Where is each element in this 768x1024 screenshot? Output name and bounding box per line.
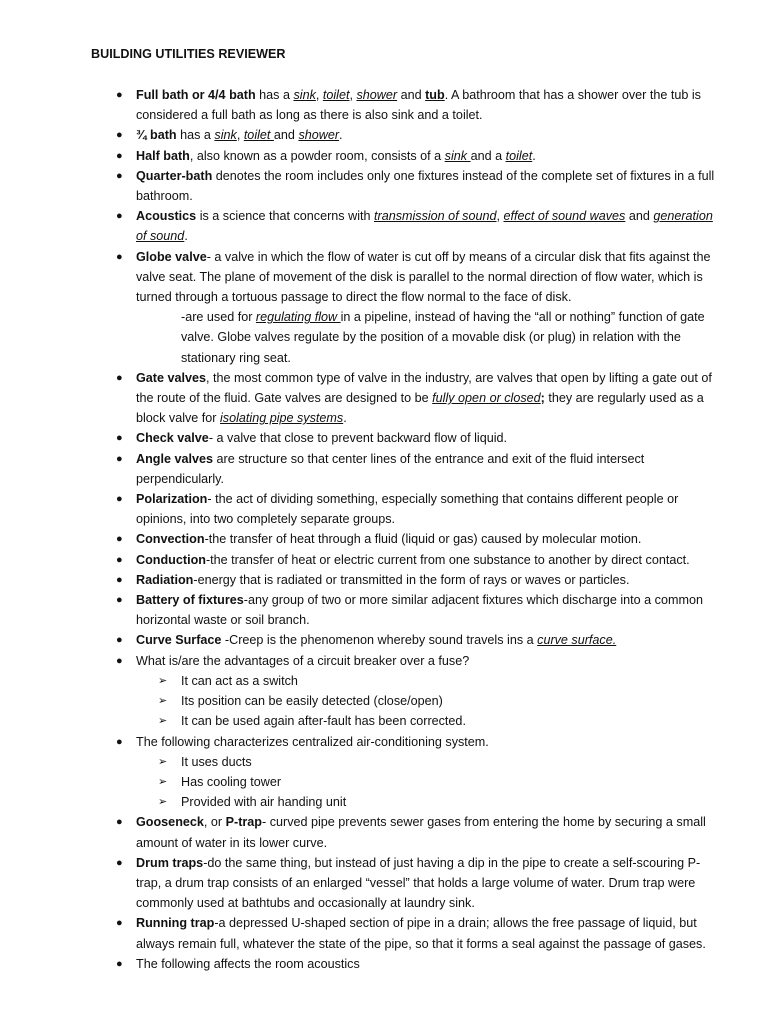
body-text: , (315, 88, 323, 102)
term-label: Check valve (136, 431, 209, 446)
term-label: ¾ bath (136, 128, 177, 143)
body-text: Its position can be easily detected (close/open) (181, 694, 443, 709)
body-text: -the transfer of heat or electric current from one substance to another by direct contact. (205, 552, 690, 567)
emphasized-text: sink (444, 148, 471, 163)
body-text: Provided with air handing unit (181, 795, 347, 810)
body-text: , also known as a powder room, consists of a (189, 148, 445, 163)
emphasized-text: shower (298, 128, 340, 143)
bullet-icon: ● (116, 594, 123, 607)
list-item (0, 449, 768, 489)
body-text: What is/are the advantages of a circuit breaker over a fuse? (136, 653, 470, 668)
bullet-icon: ● (116, 371, 123, 384)
list-item (0, 570, 768, 590)
sub-list-item (0, 671, 768, 691)
emphasized-text: transmission of sound (374, 209, 497, 224)
emphasized-text: isolating pipe systems (220, 411, 344, 426)
body-text: , (496, 209, 504, 224)
list-item-continuation (0, 307, 768, 368)
body-text: -energy that is radiated or transmitted in the form of rays or waves or particles. (193, 572, 630, 587)
list-item (0, 125, 768, 145)
body-text: and a (470, 148, 506, 163)
body-text: -a depressed U-shaped section of pipe in a drain; allows the free passage of liquid, but always remain full, whatever the state of the pipe, so that it forms a seal against the passage of gases. (136, 916, 706, 951)
emphasized-text: generation of sound (136, 209, 713, 244)
body-text: and (273, 128, 299, 143)
list-item (0, 85, 768, 125)
body-text: and (397, 88, 426, 102)
term-label: Radiation (136, 572, 194, 587)
body-text: . (532, 148, 536, 163)
body-text: , the most common type of valve in the industry, are valves that open by lifting a gate out of the route of the fluid. Gate valves are designed to be (136, 370, 712, 406)
list-item (0, 550, 768, 570)
body-text: , (349, 88, 357, 102)
body-text: The following affects the room acoustics (136, 956, 360, 971)
emphasized-text: fully open or closed (432, 391, 541, 406)
term-label: Acoustics (136, 209, 197, 224)
body-text: , or (203, 815, 226, 830)
bullet-icon: ● (116, 129, 123, 142)
bullet-icon: ● (116, 634, 123, 647)
sub-list-item (0, 792, 768, 812)
emphasized-text: toilet (322, 88, 350, 102)
body-text: It uses ducts (181, 754, 252, 769)
emphasized-text: sink (214, 128, 237, 143)
body-text: - a valve in which the flow of water is cut off by means of a circular disk that fits against the valve seat. The plane of movement of the disk is parallel to the normal direction of flow water, which is turned through a tortuous passage to direct the flow normal to the face of disk. (136, 249, 711, 305)
bullet-icon: ● (116, 452, 123, 465)
list-item (0, 630, 768, 650)
arrow-bullet-icon: ➢ (158, 775, 168, 788)
bullet-icon: ● (116, 250, 123, 263)
body-text: - the act of dividing something, especially something that contains different people or opinions, into two completely separate groups. (136, 492, 679, 527)
term-label: Full bath or 4/4 bath (136, 88, 256, 102)
list-item (0, 428, 768, 448)
emphasized-text: curve surface. (537, 633, 617, 648)
bullet-icon: ● (116, 149, 123, 162)
arrow-bullet-icon: ➢ (158, 695, 168, 708)
term-label: Drum traps (136, 855, 204, 870)
list-item (0, 913, 768, 953)
bullet-icon: ● (116, 917, 123, 930)
emphasized-text: regulating flow (255, 310, 341, 325)
bullet-icon: ● (116, 856, 123, 869)
body-text: are structure so that center lines of the entrance and exit of the fluid intersect perpendicularly. (136, 451, 645, 486)
arrow-bullet-icon: ➢ (158, 796, 168, 809)
term-label: Half bath (136, 148, 190, 163)
list-item (0, 247, 768, 308)
body-text: - a valve that close to prevent backward flow of liquid. (208, 431, 508, 446)
body-text: . (339, 128, 343, 143)
list-item (0, 732, 768, 752)
body-text: denotes the room includes only one fixtures instead of the complete set of fixtures in a full bathroom. (136, 168, 715, 204)
term-label: Angle valves (136, 451, 214, 466)
list-item (0, 368, 768, 429)
body-text: is a science that concerns with (196, 209, 374, 224)
body-text: -the transfer of heat through a fluid (liquid or gas) caused by molecular motion. (204, 532, 642, 547)
sub-list-item (0, 772, 768, 792)
list-item (0, 853, 768, 914)
bullet-icon: ● (116, 169, 123, 182)
body-text: The following characterizes centralized air-conditioning system. (136, 734, 489, 749)
term-label: Convection (136, 532, 205, 547)
emphasized-text: sink (293, 88, 316, 102)
body-text: . A bathroom that has a shower over the tub is considered a full bath as long as there is also sink and a toilet. (136, 88, 701, 123)
arrow-bullet-icon: ➢ (158, 715, 168, 728)
list-item (0, 166, 768, 206)
body-text: . (184, 229, 188, 244)
list-item (0, 590, 768, 630)
body-text: -do the same thing, but instead of just having a dip in the pipe to create a self-scouring P-trap, a drum trap consists of an enlarged “vessel” that holds a large volume of water. Drum trap were commonly used at bathtubs and occasionally at laundry sink. (136, 855, 701, 911)
body-text: It can be used again after-fault has been corrected. (181, 714, 466, 729)
body-text: and (625, 209, 654, 224)
sub-list-item (0, 752, 768, 772)
bullet-icon: ● (116, 210, 123, 223)
body-text: has a (255, 88, 294, 102)
term-label: Battery of fixtures (136, 593, 244, 608)
term-label: Running trap (136, 916, 215, 931)
reviewer-list (0, 85, 768, 974)
bullet-icon: ● (116, 654, 123, 667)
list-item (0, 651, 768, 671)
list-item (0, 529, 768, 549)
emphasized-text: toilet (243, 128, 274, 143)
document-title: BUILDING UTILITIES REVIEWER (91, 47, 286, 61)
term-label: P-trap (225, 815, 262, 830)
emphasized-text: effect of sound waves (503, 209, 626, 224)
body-text: - curved pipe prevents sewer gases from entering the home by securing a small amount of water in its lower curve. (136, 815, 706, 850)
bullet-icon: ● (116, 816, 123, 829)
term-label: Gooseneck (136, 815, 204, 830)
list-item (0, 206, 768, 246)
term-label: Curve Surface (136, 633, 222, 648)
list-item (0, 812, 768, 852)
sub-list-item (0, 691, 768, 711)
term-label: Quarter-bath (136, 168, 213, 183)
body-text: Has cooling tower (181, 774, 282, 789)
list-item (0, 489, 768, 529)
bullet-icon: ● (116, 89, 123, 101)
emphasized-text: shower (356, 88, 398, 102)
body-text: -are used for (181, 310, 256, 325)
body-text: -any group of two or more similar adjacent fixtures which discharge into a common horizontal waste or soil branch. (136, 593, 703, 628)
list-item (0, 146, 768, 166)
bullet-icon: ● (116, 957, 123, 970)
body-text: has a (176, 128, 215, 143)
arrow-bullet-icon: ➢ (158, 674, 168, 687)
body-text: , (236, 128, 244, 143)
sub-list-item (0, 711, 768, 731)
body-text: they are regularly used as a block valve for (136, 391, 704, 426)
term-label: ; (540, 391, 545, 406)
arrow-bullet-icon: ➢ (158, 755, 168, 768)
list-item (0, 954, 768, 974)
body-text: It can act as a switch (181, 673, 298, 688)
body-text: in a pipeline, instead of having the “all or nothing” function of gate valve. Globe valves regulate by the position of a movable disk (or plug) in relation with the stationary ring seat. (181, 310, 705, 365)
bullet-icon: ● (116, 432, 123, 445)
bullet-icon: ● (116, 573, 123, 586)
bullet-icon: ● (116, 533, 123, 546)
body-text: . (343, 411, 347, 426)
emphasized-text: tub (425, 88, 445, 102)
bullet-icon: ● (116, 735, 123, 748)
bullet-icon: ● (116, 553, 123, 566)
term-label: Polarization (136, 492, 208, 507)
body-text: -Creep is the phenomenon whereby sound travels ins a (221, 633, 538, 648)
emphasized-text: toilet (505, 148, 533, 163)
term-label: Conduction (136, 552, 206, 567)
bullet-icon: ● (116, 493, 123, 506)
term-label: Gate valves (136, 370, 207, 385)
term-label: Globe valve (136, 249, 207, 264)
